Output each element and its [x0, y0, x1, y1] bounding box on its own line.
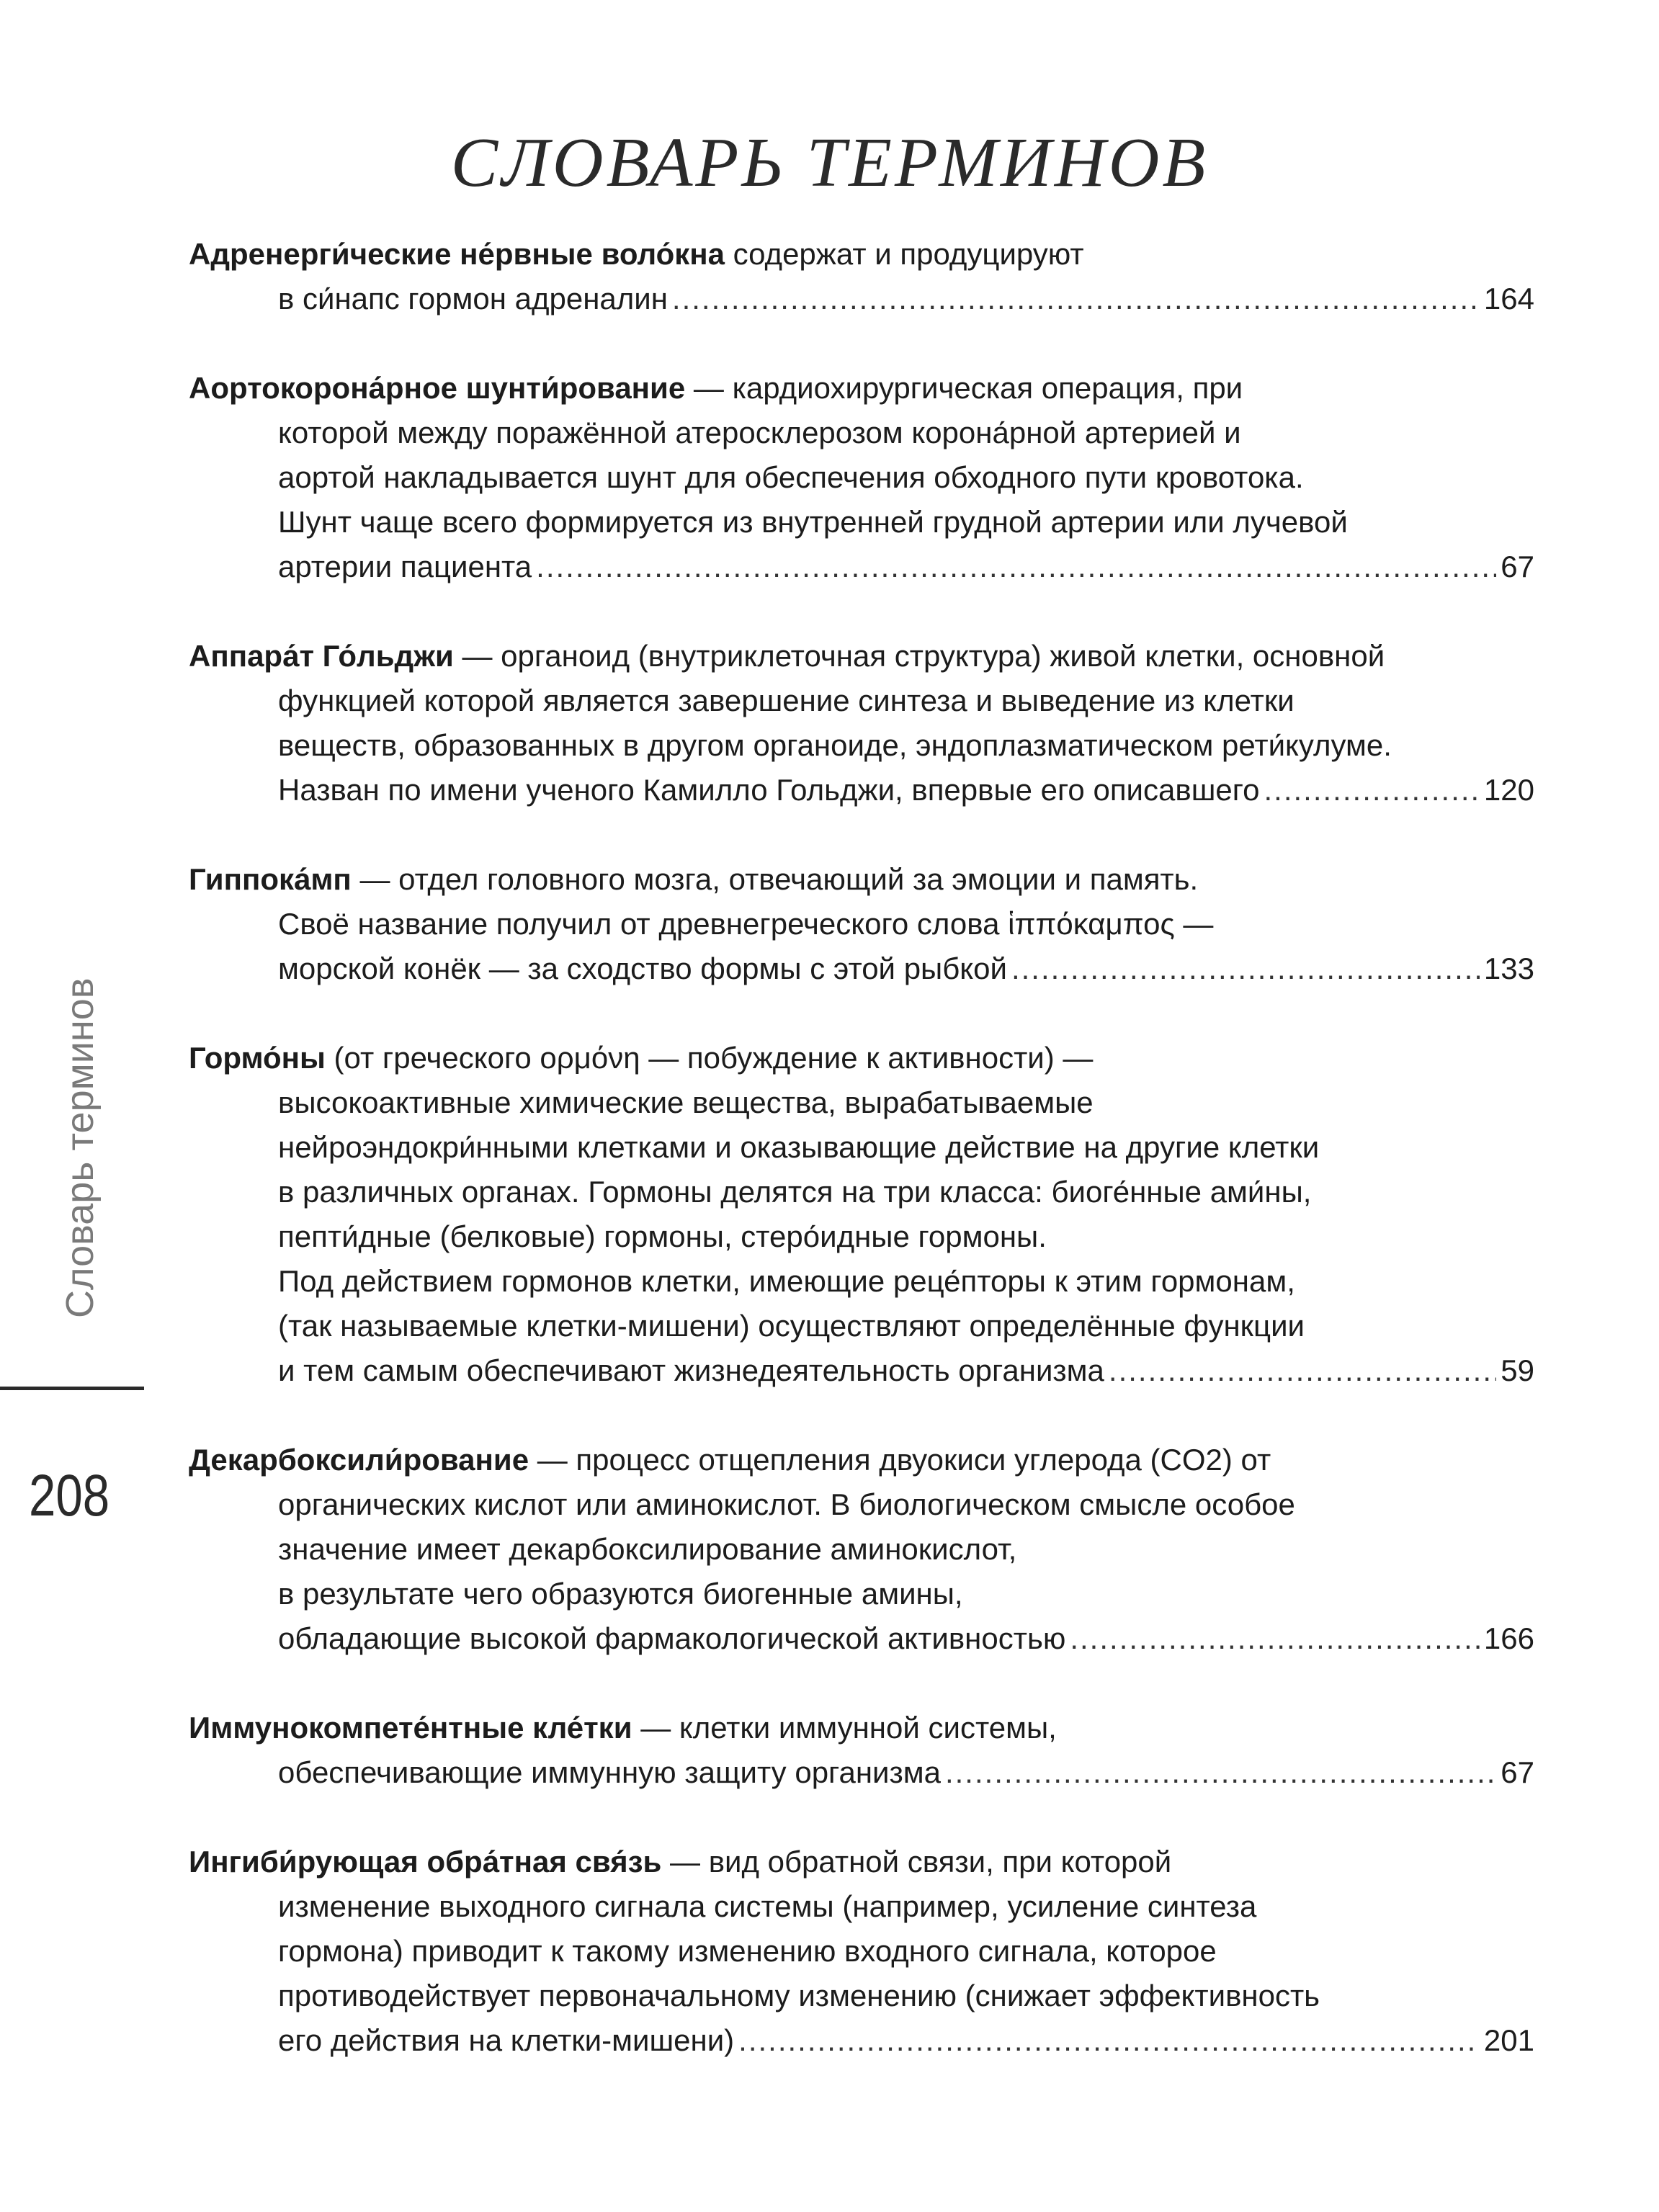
entry-term: Аппара́т Го́льджи	[189, 639, 454, 673]
entry-page-ref: 67	[1501, 1755, 1534, 1789]
entry-text-line: высокоактивные химические вещества, вырабатываемые	[278, 1085, 1094, 1119]
entry-term: Иммунокомпете́нтные кле́тки	[189, 1711, 632, 1745]
entry-text: — процесс отщепления двуокиси углерода (CO2) от	[529, 1443, 1271, 1477]
entry-last-line	[189, 1348, 1534, 1393]
dot-leader	[1070, 1616, 1480, 1661]
entry-text-line: изменение выходного сигнала системы (например, усиление синтеза	[278, 1889, 1257, 1923]
entry-text-line: в различных органах. Гормоны делятся на три класса: биоге́нные ами́ны,	[278, 1175, 1312, 1209]
page-title: СЛОВАРЬ ТЕРМИНОВ	[450, 124, 1209, 202]
entry-first-line	[189, 1840, 1534, 1884]
dot-leader	[536, 545, 1496, 589]
entry-text: обладающие высокой фармакологической активностью	[278, 1621, 1066, 1655]
entry-text-line: Под действием гормонов клетки, имеющие реце́пторы к этим гормонам,	[278, 1264, 1295, 1298]
entry-text-line: значение имеет декарбоксилирование аминокислот,	[278, 1532, 1017, 1566]
entry-text-line: гормона) приводит к такому изменению входного сигнала, которое	[278, 1934, 1217, 1968]
entry-first-line	[189, 1706, 1534, 1750]
glossary-entry	[189, 634, 1534, 812]
entry-term: Ингиби́рующая обра́тная свя́зь	[189, 1845, 662, 1879]
entry-last-line	[189, 946, 1534, 991]
entry-page-ref: 164	[1483, 282, 1534, 315]
glossary-entry	[189, 366, 1534, 589]
glossary-entry	[189, 1438, 1534, 1661]
entry-text: в си́напс гормон адреналин	[278, 282, 668, 315]
entry-text-line: аортой накладывается шунт для обеспечения обходного пути кровотока.	[278, 460, 1304, 494]
page-number: 208	[29, 1463, 110, 1528]
dot-leader	[672, 277, 1480, 321]
entry-page-ref: 166	[1483, 1621, 1534, 1655]
entry-first-line	[189, 1438, 1534, 1482]
entry-first-line	[189, 1036, 1534, 1080]
entry-text: — органоид (внутриклеточная структура) живой клетки, основной	[453, 639, 1385, 673]
entry-text-line: в результате чего образуются биогенные амины,	[278, 1577, 963, 1611]
entry-first-line	[189, 634, 1534, 679]
entry-term: Аортокорона́рное шунти́рование	[189, 371, 686, 405]
entry-page-ref: 133	[1483, 951, 1534, 985]
dot-leader	[1011, 946, 1480, 991]
dot-leader	[1109, 1348, 1496, 1393]
glossary-list	[189, 232, 1534, 2108]
entry-page-ref: 67	[1501, 550, 1534, 583]
running-section-label: Словарь терминов	[58, 977, 102, 1318]
entry-term: Гиппока́мп	[189, 862, 352, 896]
glossary-entry	[189, 857, 1534, 991]
entry-first-line	[189, 366, 1534, 411]
entry-term: Адренерги́ческие не́рвные воло́кна	[189, 237, 725, 271]
entry-last-line	[189, 768, 1534, 812]
entry-text: — кардиохирургическая операция, при	[685, 371, 1243, 405]
entry-text-line: органических кислот или аминокислот. В биологическом смысле особое	[278, 1487, 1295, 1521]
entry-text-line: которой между поражённой атеросклерозом корона́рной артерией и	[278, 416, 1241, 449]
entry-text: содержат и продуцируют	[724, 237, 1084, 271]
entry-text: и тем самым обеспечивают жизнедеятельность организма	[278, 1353, 1104, 1387]
entry-text-line: функцией которой является завершение синтеза и выведение из клетки	[278, 684, 1294, 717]
entry-text-line: противодействует первоначальному изменению (снижает эффективность	[278, 1979, 1320, 2012]
glossary-entry	[189, 1840, 1534, 2063]
entry-first-line	[189, 232, 1534, 277]
entry-last-line	[189, 2018, 1534, 2063]
entry-text-line: Шунт чаще всего формируется из внутренней грудной артерии или лучевой	[278, 505, 1348, 539]
entry-text: Назван по имени ученого Камилло Гольджи, впервые его описавшего	[278, 773, 1260, 807]
entry-last-line	[189, 545, 1534, 589]
dot-leader	[738, 2018, 1480, 2063]
entry-term: Гормо́ны	[189, 1041, 326, 1075]
entry-page-ref: 59	[1501, 1353, 1534, 1387]
entry-text: обеспечивающие иммунную защиту организма	[278, 1755, 941, 1789]
entry-term: Декарбоксили́рование	[189, 1443, 529, 1477]
dot-leader	[945, 1750, 1496, 1795]
entry-text: (от греческого ορμόνη — побуждение к активности) —	[325, 1041, 1094, 1075]
entry-text: — вид обратной связи, при которой	[661, 1845, 1172, 1879]
entry-text: артерии пациента	[278, 550, 532, 583]
side-divider	[0, 1387, 144, 1390]
entry-last-line	[189, 277, 1534, 321]
entry-last-line	[189, 1616, 1534, 1661]
entry-text-line: нейроэндокри́нными клетками и оказывающие действие на другие клетки	[278, 1130, 1320, 1164]
glossary-entry	[189, 1706, 1534, 1795]
entry-text: — клетки иммунной системы,	[632, 1711, 1057, 1745]
entry-text: морской конёк — за сходство формы с этой рыбкой	[278, 951, 1007, 985]
entry-text-line: пепти́дные (белковые) гормоны, стеро́идные гормоны.	[278, 1219, 1047, 1253]
entry-text-line: Своё название получил от древнегреческого слова ἱππόκαμπος —	[278, 907, 1214, 941]
entry-text-line: веществ, образованных в другом органоиде, эндоплазматическом рети́кулуме.	[278, 728, 1392, 762]
dot-leader	[1264, 768, 1480, 812]
entry-text: — отдел головного мозга, отвечающий за эмоции и память.	[351, 862, 1199, 896]
glossary-entry	[189, 232, 1534, 321]
entry-last-line	[189, 1750, 1534, 1795]
glossary-entry	[189, 1036, 1534, 1393]
entry-first-line	[189, 857, 1534, 902]
entry-page-ref: 120	[1483, 773, 1534, 807]
entry-text: его действия на клетки-мишени)	[278, 2023, 735, 2057]
entry-text-line: (так называемые клетки-мишени) осуществляют определённые функции	[278, 1309, 1305, 1343]
entry-page-ref: 201	[1483, 2023, 1534, 2057]
